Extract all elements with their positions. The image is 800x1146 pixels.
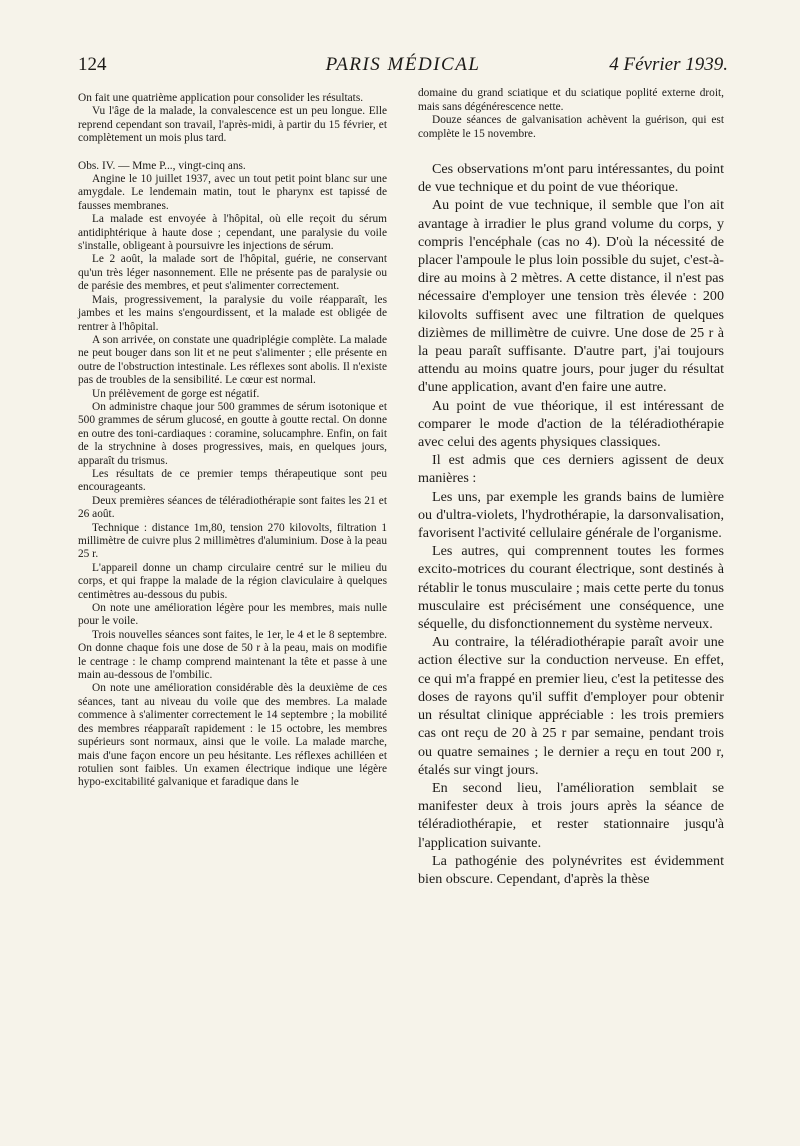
paragraph: Les autres, qui comprennent toutes les formes excito-motrices du courant électrique, sont destinés à rétablir le tonus musculaire ; mais cette perte du tonus musculaire est précisément une conséquence, une séquelle, du disfonctionnement du système nerveux. bbox=[418, 543, 724, 633]
issue-date: 4 Février 1939. bbox=[609, 54, 728, 75]
paragraph: A son arrivée, on constate une quadriplégie complète. La malade ne peut bouger dans son lit et ne peut s'alimenter ; elle présente en outre de l'obstruction intestinale. Les réflexes sont abolis. Il n'existe pas de troubles de la sensibilité. Le cœur est normal. bbox=[78, 333, 387, 387]
right-column-continuation bbox=[418, 87, 724, 141]
paragraph: On note une amélioration légère pour les membres, mais nulle pour le voile. bbox=[78, 602, 387, 628]
paragraph: Un prélèvement de gorge est négatif. bbox=[92, 387, 260, 400]
paragraph: Il est admis que ces derniers agissent de deux manières : bbox=[418, 452, 724, 487]
journal-title: PARIS MÉDICAL bbox=[325, 54, 481, 75]
paragraph: Le 2 août, la malade sort de l'hôpital, guérie, ne conservant qu'un très léger nasonnement. Elle ne présente pas de paralysie ou de parésie des membres, et peut s'alimenter correctement. bbox=[78, 253, 387, 293]
paragraph: L'appareil donne un champ circulaire centré sur le milieu du corps, et qui frappe la malade de la région claviculaire à quelques centimètres au-dessous du pubis. bbox=[78, 561, 387, 601]
paragraph: Mais, progressivement, la paralysie du voile réapparaît, les jambes et les mains s'engourdissent, et la malade est obligée de rentrer à l'hôpital. bbox=[78, 293, 387, 333]
paragraph: La malade est envoyée à l'hôpital, où elle reçoit du sérum antidiphtérique à haute dose ; cependant, une paralysie du voile s'installe, obligeant à poursuivre les injections de sérum. bbox=[78, 213, 387, 253]
paragraph: Ces observations m'ont paru intéressantes, du point de vue technique et du point de vue théorique. bbox=[418, 161, 724, 196]
paragraph: Douze séances de galvanisation achèvent la guérison, qui est complète le 15 novembre. bbox=[418, 114, 724, 140]
paragraph: domaine du grand sciatique et du sciatique poplité externe droit, mais sans dégénérescence nette. bbox=[418, 87, 724, 113]
paragraph: On note une amélioration considérable dès la deuxième de ces séances, tant au niveau du voile que des membres. La malade commence à s'alimenter correctement le 14 septembre ; la mobilité des membres réapparaît rapidement : le 15 octobre, les membres supérieurs sont normaux, ainsi que le voile. La malade marche, mais d'une façon encore un peu hésitante. Les réflexes achilléen et rotulien sont faibles. Un examen électrique indique une légère hypo-excitabilité galvanique et faradique dans le bbox=[78, 682, 387, 789]
paragraph: Deux premières séances de téléradiothérapie sont faites les 21 et 26 août. bbox=[78, 494, 387, 521]
paragraph: Technique : distance 1m,80, tension 270 kilovolts, filtration 1 millimètre de cuivre plus 2 millimètres d'aluminium. Dose à la peau 25 r. bbox=[78, 521, 387, 561]
page-number: 124 bbox=[78, 54, 107, 75]
paragraph: En second lieu, l'amélioration semblait se manifester deux à trois jours après la séance de téléradiothérapie, et rester stationnaire jusqu'à l'application suivante. bbox=[418, 779, 724, 851]
observation-heading: Obs. IV. — Mme P..., vingt-cinq ans. bbox=[78, 159, 246, 172]
paragraph: Au point de vue technique, il semble que l'on ait avantage à irradier le plus grand volume du corps, y compris l'encéphale (cas no 4). D'où la nécessité de placer l'ampoule le plus loin possible du sujet, c'est-à-dire au moins à 2 mètres. A cette distance, il n'est pas nécessaire d'employer une tension très élevée : 200 kilovolts suffisent avec une filtration de quelques dizièmes de millimètre de cuivre. Une dose de 25 r à la peau paraît suffisante. D'autre part, j'ai toujours attendu au moins quatre jours, pour juger du résultat d'une application, avant d'en faire une autre. bbox=[418, 197, 724, 396]
paragraph: Angine le 10 juillet 1937, avec un tout petit point blanc sur une amygdale. Le lendemain matin, tout le pharynx est tapissé de fausses membranes. bbox=[78, 173, 387, 212]
page-header bbox=[78, 54, 728, 84]
right-column bbox=[418, 160, 724, 888]
paragraph: Les résultats de ce premier temps thérapeutique sont peu encourageants. bbox=[78, 467, 387, 494]
paragraph: Les uns, par exemple les grands bains de lumière ou d'ultra-violets, l'hydrothérapie, la darsonvalisation, favorisent l'activité cellulaire générale de l'organisme. bbox=[418, 488, 724, 542]
paragraph: Au contraire, la téléradiothérapie paraît avoir une action élective sur la conduction nerveuse. En effet, ce qui m'a frappé en premier lieu, c'est la petitesse des doses de rayons qu'il suffit d'employer pour obtenir un résultat clinique appréciable : les trois premiers cas ont reçu de 20 à 25 r par semaine, pendant trois ou quatre semaines ; le dernier a reçu en tout 200 r, étalés sur vingt jours. bbox=[418, 634, 724, 778]
paragraph: Vu l'âge de la malade, la convalescence est un peu longue. Elle reprend cependant son travail, l'après-midi, à partir du 15 février, et complètement un mois plus tard. bbox=[78, 105, 387, 145]
paragraph: Trois nouvelles séances sont faites, le 1er, le 4 et le 8 septembre. On donne chaque fois une dose de 50 r à la peau, mais on modifie le centrage : le champ comprend maintenant la tête et passe à une main au-dessous de l'ombilic. bbox=[78, 628, 387, 682]
paragraph: La pathogénie des polynévrites est évidemment bien obscure. Cependant, d'après la thèse bbox=[418, 852, 724, 887]
paragraph: Au point de vue théorique, il est intéressant de comparer le mode d'action de la téléradiothérapie avec celui des agents physiques classiques. bbox=[418, 397, 724, 451]
paragraph: On fait une quatrième application pour consolider les résultats. bbox=[78, 92, 364, 104]
paragraph: On administre chaque jour 500 grammes de sérum isotonique et 500 grammes de sérum glucosé, en goutte à goutte rectal. On donne en outre des toni-cardiaques : coramine, solucamphre. Enfin, on fait de la strychnine à doses progressives, mais, en quelques jours, apparaît du trismus. bbox=[78, 400, 387, 467]
left-column bbox=[78, 92, 387, 790]
